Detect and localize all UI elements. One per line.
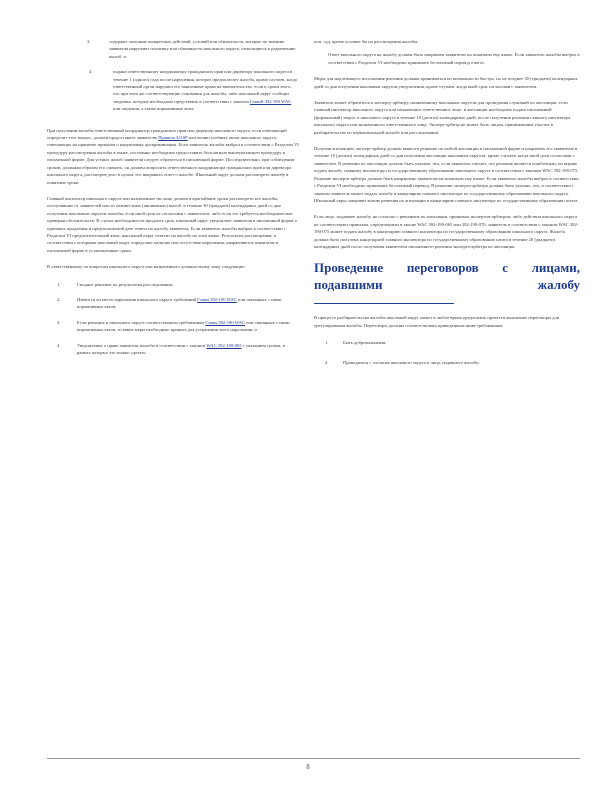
wac-link[interactable]: Главы 392-190 WAC [197, 296, 237, 302]
wac-link[interactable]: Главы 392-190 WAC [205, 319, 246, 325]
page-number: 8 [306, 763, 310, 771]
policy-link[interactable]: Правила 3210P [158, 135, 188, 141]
paragraph: Меры для надлежащего исполнения решения должны приниматься по возможности быстро, но не позднее 30 (тридцати) календарных дней со дня получения школьным округом уведомления, кроме случаев, когда иной срок согласован с заявителем. [314, 76, 578, 89]
list-text: Сводное решение по результатам расследования; [77, 281, 173, 287]
list-text: Быть добровольными; [343, 340, 387, 346]
list-text: Если решение и школьного округа соответствовали требованиям [77, 319, 205, 325]
list-text: Проводиться с согласия школьного округа и лица, подавшего жалобу; [343, 359, 480, 365]
paragraph: поп, суд, кроме условие бы на рассмотрения жалобы. [314, 39, 419, 44]
wac-link[interactable]: WAC 392-190-065 [206, 342, 242, 348]
list-item [47, 296, 299, 311]
list-text: Имеются ли место нарушения школьного округа требований [77, 296, 196, 302]
list-number: 2. [57, 296, 61, 302]
list-text-tail: или сведения, а также нормативные акты. [113, 106, 195, 112]
paragraph: Главный инспектор школьного округа или назначенное им лицо должен в кратчайшие сроки рассмотреть все жалобы, поступившие от заявителей или от неизвестных (анонимных) жалоб, в течение 30 (тридцати) календарных дней со дня получения школьным округом жалобы, если иной срок не согласован с заявителем, либо если это требуется необходимостью проверки обстоятельств. В случае необходимости продлить срок, школьный округ уведомляет заявителя в письменной форме о причинах продления и предполагаемой дате ответа на жалобу заявителя. Если заявитель жалобы выбрал в соответствии с Разделом VI предпочтительный язык, школьный округ ответит на жалобу на этом языке. Результаты рассмотрения, в соответствии с которыми школьный округ определяет наличие или отсутствие нарушения, направляются заявителю в письменной форме в установленные сроки. [47, 195, 298, 253]
list-item [314, 359, 580, 366]
paragraph: Если лицо, подавшее жалобу, не согласно с решением по апелляции, принятым экспертом-арбитром, либо действия школьного округа не соответствуют правилам, определенным в законе WAC 392-190-065 или 392-190-070, заявитель в соответствии с законом WAC 392-190-075 может подать жалобу в канцелярию главного инспектора по государственному образованию школьного округа. Жалоба должна быть получена канцелярией главного инспектора по государственному образованию штата в течение 20 (двадцати) календарных дней после получения заявителем письменного решения эксперта-арбитра по апелляции. [314, 214, 579, 249]
list-number: 1. [325, 340, 329, 346]
list-number: 4. [89, 69, 93, 75]
list-item [47, 38, 299, 60]
list-number: 3. [87, 39, 91, 44]
list-item [47, 281, 299, 288]
paragraph [47, 127, 299, 186]
list-item [47, 342, 299, 357]
heading-underline [314, 303, 454, 304]
paragraph: В процессе разбирательства жалобы школьный округ может в любое время предложить провести выяснение переговоры для урегулирования жалобы. Переговоры должны соответствовать приведенным ниже требованиям: [314, 315, 559, 328]
list-item [314, 339, 580, 346]
list-text: содержит описание конкретных действий, условий или обязательств, которые по мнению заявителя нарушают политику или обязанности школьного округа, относящиеся к разрешению жалоб, и [109, 39, 296, 59]
paragraph-text: При получении жалобы ответственный координатор гражданских прав или директор школьного округа, если отвечающий определит этот вопрос, должен предоставить заявителю [47, 127, 287, 141]
list-number: 3. [57, 319, 61, 325]
list-item [47, 319, 299, 334]
right-column [314, 38, 580, 374]
paragraph-text-rest: или копию учебных актов школьного округа, отвечающих на принятие приказов о нарушениях дискриминации. Если заявитель жалобы выбрал в соответствии с Разделом VI процедуру рассмотрения жалобы в языке, постоянно необходимо предоставить бесплатную вышеуказанную процедуру в письменной форме. Для устных жалоб заявителя следует обратиться в письменной форме. Последовательно, при соблюдении сроков, должным образом его оценить, он должен попросить ответственного координатора гражданских прав или директора школьного округа, рассмотрев дело в целом, его направить отчет о жалобе. Школьный округ должен рассмотреть жалобу в понятные сроки. [47, 135, 299, 185]
list-number: 1. [57, 281, 61, 287]
list-text-tail: с указанием сроков, в рамках которых это можно сделать. [77, 342, 285, 355]
list-number: 2. [325, 359, 329, 365]
list-text: Уведомление о праве заявителя жалобы в соответствии с законом [77, 342, 206, 348]
left-column [47, 38, 299, 364]
paragraph: В ответственному по вопросам школьного округа или назначенного должностному лицу следующие: [47, 264, 246, 270]
list-text: подана ответственному координатору гражданских прав или директору школьного округа в течение 1 (одного) года после нарушения, которое предполагает жалоба, кроме случаев, когда ответственный орган нарушил его заявленные права на вмешательство, если в сроки этого, что при этом же соответствующие основания для жалобы, либо школьный округ сообщит сведения, которые необходимо представить в соответствии с законом [113, 69, 297, 104]
list-item [47, 68, 299, 112]
section-heading: Проведение переговоров с лицами, подавшими жалобу [314, 260, 580, 293]
paragraph: Заявитель может обратиться к эксперту-арбитру, назначенному школьным округом для проведения слушаний по апелляции, если главный инспектор школьного округа или назначенное ответственное лицо, в апелляции необходимо подать письменный (формальный) запрос в школьного округа в течение 10 (десяти) календарных дней, после получения решения главного инспектора школьного округа или назначенного ответственного лица. Эксперт-арбитр не может быть лицом, принимавшим участие в разбирательстве по первоначальной жалобе или расследовании. [314, 100, 571, 135]
paragraph: Ответ школьного округа на жалобу должен быть направлен заявителю на понятном ему языке. Если заявитель жалобы выбрал в соответствии с Разделом VI необходимо принимать бесплатный перевод ответа. [328, 52, 580, 65]
footer-divider [47, 758, 580, 759]
paragraph: Получив апелляцию, эксперт-арбитр должен вынести решение по любой апелляции в письменной форме и направить его заявителю в течение 10 (десяти) календарных дней со дня получения апелляции школьным округом, кроме случаев, когда иной срок согласован с заявителем. В решении по апелляции должно быть указано, что, если заявитель считает, что решение является ошибочным, он вправе подать жалобу главному инспектору по государственному образованию школьного округа в соответствии с законом WAC 392-190-075. Решение эксперта-арбитра должно быть направлено заявителю на понятном ему языке. Если заявитель жалобы выбрал в соответствии с Разделом VI необходимо принимать бесплатный перевод. В решении эксперта-арбитра должна быть указано, что, в соответствии с законом заявитель может подать жалобу в канцелярию главного инспектора по государственному образованию школьного округа. Школьный округ направит копию решения по апелляции в канцелярию главного инспектора по государственному образованию штата. [314, 146, 579, 203]
list-text-tail: или связанных с ними нормативных актов; [77, 296, 282, 310]
list-text-tail: или связанных с ними нормативных актов, то какие меры необходимо принять для устранения этого нарушения, и [77, 319, 290, 333]
list-number: 4. [57, 342, 61, 348]
wac-link[interactable]: Главой 392-190 WAC [249, 98, 292, 104]
